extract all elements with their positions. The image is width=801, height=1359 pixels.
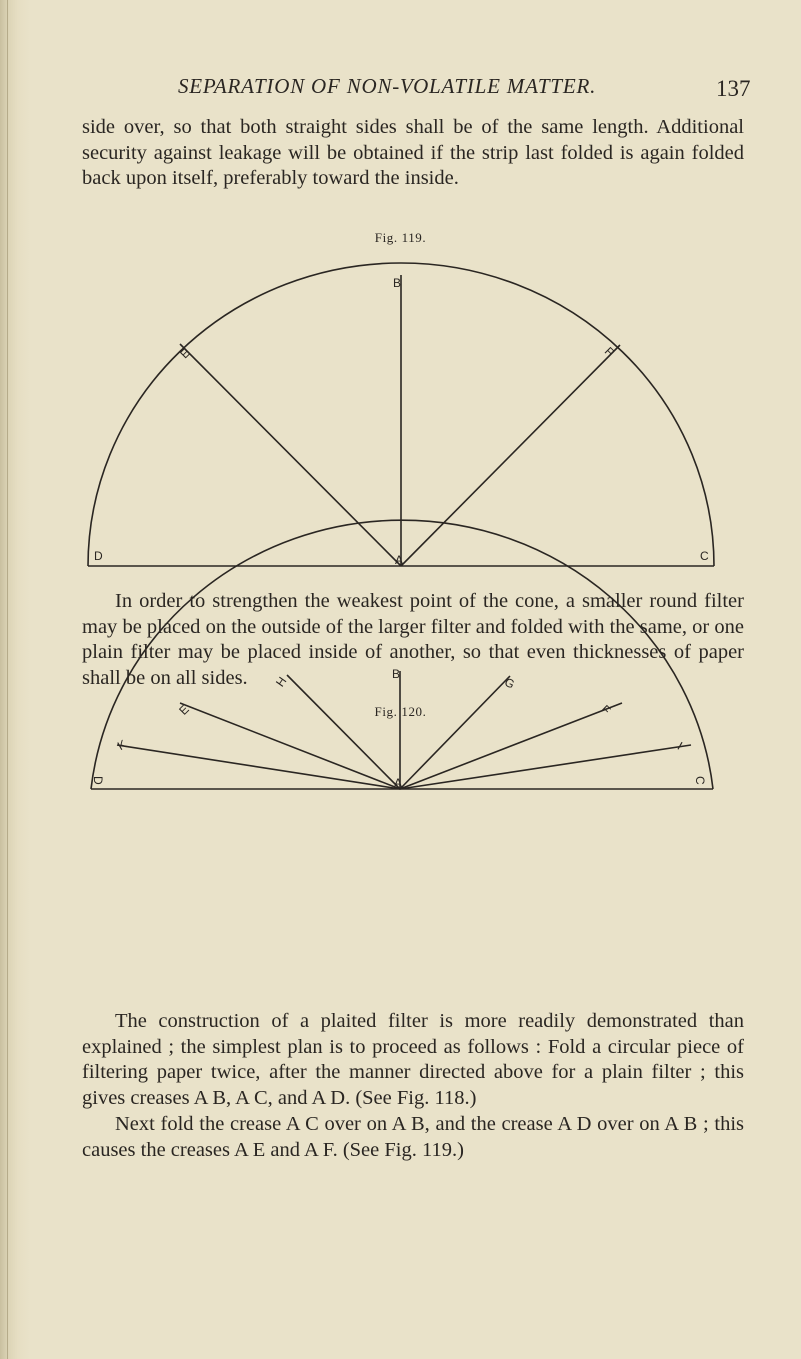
paragraph-4: Next fold the crease A C over on A B, and the crease A D over on A B ; this causes the creases A E and A F. (See Fig. 119.) [82, 1113, 744, 1161]
fig120-label-g: G [502, 674, 517, 692]
fig120-label-b: B [392, 667, 401, 681]
fig120-label-c: C [693, 776, 707, 785]
fig120-crease-ag [400, 676, 510, 789]
fig120-label-a: A [394, 776, 403, 790]
fig120-crease-af [400, 703, 622, 789]
fig-119-caption: Fig. 119. [374, 230, 427, 245]
fig120-label-f: F [598, 702, 614, 718]
paragraph-2: In order to strengthen the weakest point of the cone, a smaller round filter may be placed on the outside of the larger filter and folded with the same, or one plain filter may be placed inside of another, so that even thicknesses of paper shall be on all sides. [82, 590, 744, 689]
paragraph-3: The construction of a plaited filter is more readily demonstrated than explained ; the simplest plan is to proceed as follows : Fold a circular piece of filtering paper twice, after the manner directed above for a plain filter ; this gives creases A B, A C, and A D. (See Fig. 118.) [82, 1010, 744, 1109]
fig120-label-d: D [91, 776, 105, 785]
fig120-label-k: K [115, 736, 129, 754]
fig119-label-e: E [177, 345, 193, 362]
paragraph-1: side over, so that both straight sides shall be of the same length. Additional security against leakage will be obtained if the strip last folded is again folded back upon itself, preferably toward the inside. [82, 116, 744, 189]
fig120-arc [91, 520, 713, 789]
fig120-label-h: H [272, 674, 290, 690]
fig-120-caption: Fig. 120. [374, 704, 427, 719]
fig119-label-b: B [393, 276, 402, 290]
fig120-crease-ak [117, 745, 403, 790]
fig119-label-d: D [94, 549, 103, 563]
fig119-label-f: F [601, 344, 617, 360]
fig120-crease-ai [400, 745, 691, 789]
running-head: SEPARATION OF NON-VOLATILE MATTER. [178, 74, 597, 98]
fig120-label-e: E [176, 702, 192, 718]
fig119-label-c: C [700, 549, 709, 563]
fig119-label-a: A [395, 553, 404, 567]
fig120-label-i: I [675, 738, 685, 753]
page-number: 137 [716, 76, 751, 101]
